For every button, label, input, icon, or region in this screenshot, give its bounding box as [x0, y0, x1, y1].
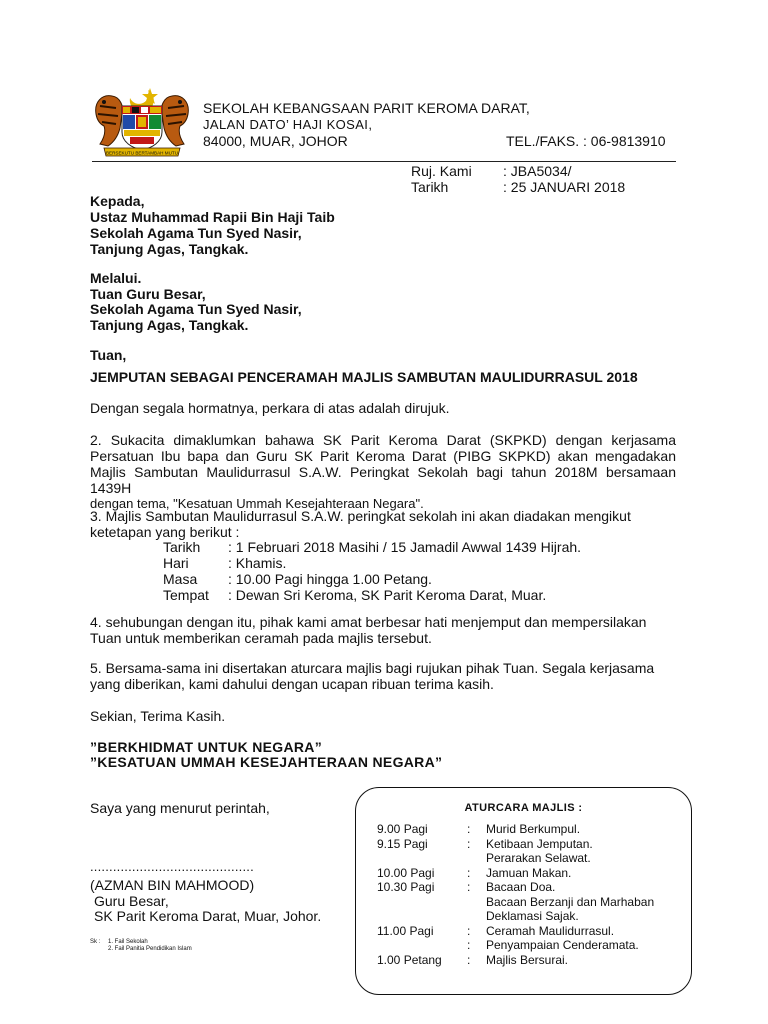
- via-line: Tuan Guru Besar,: [90, 286, 206, 302]
- cc-label: Sk :: [90, 939, 101, 945]
- via-heading: Melalui.: [90, 270, 142, 286]
- malaysia-coat-of-arms-icon: [90, 84, 194, 160]
- aturcara-title: ATURCARA MAJLIS :: [464, 802, 583, 814]
- schedule-row: 10.30 Pagi : Bacaan Doa.: [377, 880, 556, 894]
- paragraph-5-text: 5. Bersama-sama ini disertakan aturcara majlis bagi rujukan pihak Tuan. Segala kerjasama: [90, 660, 655, 676]
- paragraph-4-last: Tuan untuk memberikan ceramah pada majlis tersebut.: [90, 630, 432, 646]
- schedule-row: 9.15 Pagi : Ketibaan Jemputan.: [377, 836, 593, 851]
- paragraph-4-text: 4. sehubungan dengan itu, pihak kami amat berbesar hati menjemput dan mempersilakan: [90, 614, 647, 630]
- cc-item: 2. Fail Panitia Pendidikan Islam: [108, 946, 192, 952]
- school-city: 84000, MUAR, JOHOR: [203, 133, 348, 149]
- schedule-row: Bacaan Berzanji dan Marhaban: [486, 894, 655, 909]
- paragraph-5-last: yang diberikan, kami dahului dengan ucapan ribuan terima kasih.: [90, 676, 494, 692]
- detail-row: Masa : 10.00 Pagi hingga 1.00 Petang.: [163, 571, 432, 587]
- detail-row: Tempat : Dewan Sri Keroma, SK Parit Keroma Darat, Muar.: [163, 587, 547, 603]
- cc-item: 1. Fail Sekolah: [108, 939, 148, 945]
- paragraph-5: [90, 660, 676, 692]
- header-divider: [92, 161, 676, 162]
- paragraph-2-text: 2. Sukacita dimaklumkan bahawa SK Parit Keroma Darat (SKPKD) dengan kerjasama Persatuan Ibu bapa dan Guru SK Parit Keroma Darat (PIBG SKPKD) akan mengadakan Majlis Sambutan Maulidurrasul S.A.W. Peringkat Sekolah bagi tahun 2018M bersamaan 1439H: [90, 432, 676, 496]
- paragraph-3-text: 3. Majlis Sambutan Maulidurrasul S.A.W. peringkat sekolah ini akan diadakan mengikut: [90, 508, 631, 524]
- schedule-row: 11.00 Pagi : Ceramah Maulidurrasul.: [377, 923, 615, 938]
- schedule-row: 1.00 Petang : Majlis Bersurai.: [377, 952, 569, 967]
- motto-line: ”BERKHIDMAT UNTUK NEGARA”: [90, 739, 323, 755]
- date-label: Tarikh: [411, 179, 449, 195]
- paragraph-3: [90, 508, 676, 540]
- via-line: Tanjung Agas, Tangkak.: [90, 317, 249, 333]
- recipient-heading: Kepada,: [90, 193, 145, 209]
- school-name: SEKOLAH KEBANGSAAN PARIT KEROMA DARAT,: [203, 100, 530, 116]
- paragraph-4: [90, 614, 676, 646]
- aturcara-box: [355, 787, 692, 995]
- crest-motto: BERSEKUTU BERTAMBAH MUTU: [105, 150, 179, 156]
- recipient-line: Ustaz Muhammad Rapii Bin Haji Taib: [90, 209, 335, 225]
- ruj-value: : JBA5034/: [503, 163, 572, 179]
- salutation: Tuan,: [90, 347, 127, 363]
- school-phone: TEL./FAKS. : 06-9813910: [506, 133, 666, 149]
- paragraph-2-last: dengan tema, "Kesatuan Ummah Kesejahteraan Negara".: [90, 496, 424, 511]
- event-details: [163, 539, 581, 603]
- school-street: JALAN DATO’ HAJI KOSAI,: [203, 117, 373, 132]
- paragraph-2: [90, 432, 676, 512]
- via-line: Sekolah Agama Tun Syed Nasir,: [90, 301, 302, 317]
- signature-dots: ...........................................: [90, 859, 254, 874]
- schedule-row: : Penyampaian Cenderamata.: [467, 938, 639, 952]
- paragraph-3-last: ketetapan yang berikut :: [90, 524, 240, 540]
- schedule-row: 9.00 Pagi : Murid Berkumpul.: [377, 822, 581, 836]
- motto-line: ”KESATUAN UMMAH KESEJAHTERAAN NEGARA”: [90, 754, 443, 770]
- letter-subject: JEMPUTAN SEBAGAI PENCERAMAH MAJLIS SAMBUTAN MAULIDURRASUL 2018: [90, 369, 638, 385]
- date-value: : 25 JANUARI 2018: [503, 179, 626, 195]
- schedule-row: 10.00 Pagi : Jamuan Makan.: [377, 865, 572, 880]
- recipient-line: Sekolah Agama Tun Syed Nasir,: [90, 225, 302, 241]
- opening-line: Dengan segala hormatnya, perkara di atas adalah dirujuk.: [90, 400, 450, 416]
- ruj-label: Ruj. Kami: [411, 163, 472, 179]
- schedule-row: Perarakan Selawat.: [486, 851, 591, 865]
- signatory-name: (AZMAN BIN MAHMOOD): [90, 877, 255, 893]
- closing-line: Sekian, Terima Kasih.: [90, 708, 226, 724]
- signatory-position: Guru Besar,: [94, 893, 169, 909]
- signature-lead: Saya yang menurut perintah,: [90, 800, 270, 816]
- detail-row: Hari : Khamis.: [163, 555, 287, 571]
- aturcara-schedule: [377, 822, 654, 967]
- signatory-school: SK Parit Keroma Darat, Muar, Johor.: [94, 908, 322, 924]
- schedule-row: Deklamasi Sajak.: [486, 909, 579, 923]
- recipient-line: Tanjung Agas, Tangkak.: [90, 241, 249, 257]
- detail-row: Tarikh : 1 Februari 2018 Masihi / 15 Jamadil Awwal 1439 Hijrah.: [163, 539, 582, 555]
